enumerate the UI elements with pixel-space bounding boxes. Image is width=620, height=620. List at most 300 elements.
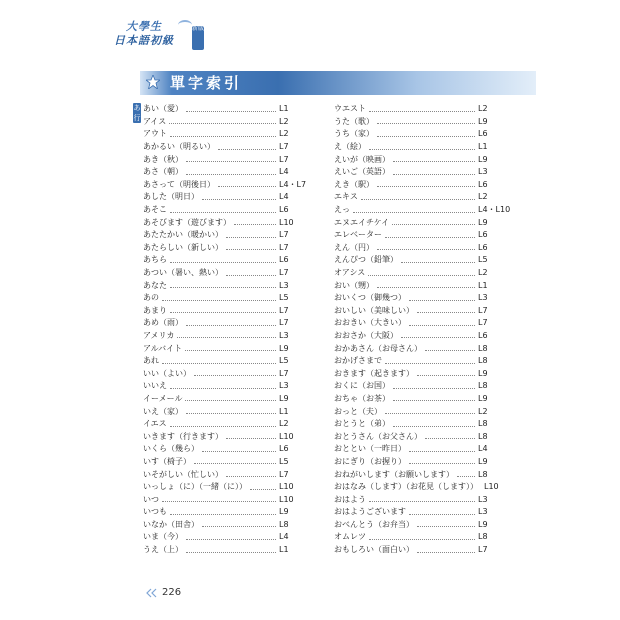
entry-word: アイス [143,116,167,126]
entry-lesson: L10 [484,482,499,492]
dotted-leader [377,123,475,124]
dotted-leader [226,237,276,238]
index-entry [334,128,504,141]
dotted-leader [170,212,276,213]
entry-lesson: L5 [279,356,289,366]
entry-lesson: L2 [478,192,488,202]
entry-word: あさ（朝） [143,167,183,177]
entry-lesson: L9 [478,519,488,529]
entry-word: あたたかい（暖かい） [143,230,223,240]
entry-word: おにぎり（お握り） [334,456,406,466]
entry-word: おはよう [334,494,366,504]
entry-word: あれ [143,356,159,366]
book-logo [112,18,204,52]
entry-lesson: L8 [478,419,488,429]
index-entry [334,519,504,532]
entry-lesson: L8 [478,356,488,366]
dotted-leader [162,300,276,301]
entry-word: あつい（暑い、熱い） [143,268,223,278]
index-entry [143,443,293,456]
entry-lesson: L6 [478,330,488,340]
dotted-leader [361,199,475,200]
entry-word: えいご（英語） [334,167,390,177]
entry-lesson: L5 [478,255,488,265]
entry-word: いきます（行きます） [143,431,223,441]
dotted-leader [409,300,475,301]
entry-lesson: L1 [478,142,488,152]
entry-lesson: L7 [279,154,289,164]
entry-word: イエス [143,419,167,429]
entry-word: いそがしい（忙しい） [143,469,223,479]
entry-lesson: L7 [478,318,488,328]
entry-lesson: L10 [279,431,294,441]
entry-word: いいえ [143,381,167,391]
entry-lesson: L2 [478,406,488,416]
dotted-leader [170,287,276,288]
entry-lesson: L3 [279,381,289,391]
index-entry [143,493,293,506]
entry-word: いす（椅子） [143,456,191,466]
dotted-leader [393,174,475,175]
entry-lesson: L3 [478,494,488,504]
dotted-leader [170,388,276,389]
entry-word: エヌエイチケイ [334,217,390,227]
entry-word: あの [143,293,159,303]
index-entry [143,519,293,532]
entry-lesson: L1 [279,545,289,555]
index-entry [143,279,293,292]
dotted-leader [369,501,475,502]
dotted-leader [226,438,276,439]
dotted-leader [170,312,276,313]
entry-lesson: L2 [279,116,289,126]
dotted-leader [401,262,475,263]
index-entry [334,153,504,166]
entry-word: おおきい（大きい） [334,318,406,328]
index-entry [143,393,293,406]
entry-lesson: L6 [478,242,488,252]
dotted-leader [162,501,276,502]
index-entry [143,267,293,280]
entry-lesson: L2 [279,129,289,139]
index-entry [143,418,293,431]
index-entry [143,191,293,204]
dotted-leader [377,249,475,250]
entry-word: いつも [143,507,167,517]
dotted-leader [425,350,475,351]
entry-word: あそこ [143,205,167,215]
entry-word: いえ（家） [143,406,183,416]
dotted-leader [393,400,475,401]
dotted-leader [385,363,475,364]
entry-lesson: L9 [478,393,488,403]
entry-word: おべんとう（お弁当） [334,519,414,529]
dotted-leader [417,552,475,553]
entry-word: アルバイト [143,343,183,353]
dotted-leader [186,552,276,553]
index-entry [334,305,504,318]
entry-lesson: L8 [279,519,289,529]
entry-word: あき（秋） [143,154,183,164]
entry-lesson: L8 [478,431,488,441]
entry-lesson: L7 [279,305,289,315]
entry-lesson: L7 [279,469,289,479]
entry-word: え（絵） [334,142,366,152]
entry-word: おっと（夫） [334,406,382,416]
index-entry [143,456,293,469]
entry-word: オアシス [334,268,366,278]
dotted-leader [377,287,475,288]
dotted-leader [368,275,475,276]
entry-word: おちゃ（お茶） [334,393,390,403]
index-entry [334,204,511,217]
dotted-leader [409,463,475,464]
index-entry [143,430,293,443]
entry-word: あめ（雨） [143,318,183,328]
entry-word: オムレツ [334,532,366,542]
page-title: 單字索引 [170,74,243,92]
entry-word: うえ（上） [143,545,183,555]
entry-lesson: L4 [279,192,289,202]
dotted-leader [369,111,475,112]
entry-lesson: L7 [478,305,488,315]
entry-lesson: L7 [279,268,289,278]
index-entry [334,330,504,343]
dotted-leader [377,136,475,137]
index-column-left [143,103,307,556]
entry-lesson: L6 [279,444,289,454]
entry-lesson: L4・L10 [478,205,511,215]
dotted-leader [202,526,276,527]
index-entry [143,141,293,154]
index-entry [334,418,504,431]
entry-word: あかるい（明るい） [143,142,215,152]
entry-word: えん（円） [334,242,374,252]
index-entry [334,267,504,280]
dotted-leader [186,539,276,540]
entry-word: あちら [143,255,167,265]
dotted-leader [417,312,475,313]
index-entry [334,191,504,204]
entry-lesson: L3 [478,507,488,517]
entry-word: あまり [143,305,167,315]
entry-word: おはようございます [334,507,406,517]
entry-lesson: L10 [279,494,294,504]
entry-lesson: L8 [478,381,488,391]
entry-word: エキス [334,192,358,202]
entry-lesson: L6 [279,255,289,265]
index-entry [143,506,293,519]
index-entry [334,229,504,242]
entry-lesson: L2 [478,104,488,114]
dotted-leader [186,161,276,162]
index-entry [143,405,293,418]
entry-lesson: L3 [279,280,289,290]
dotted-leader [425,438,475,439]
dotted-leader [162,363,276,364]
logo-swoosh-icon [178,20,192,30]
index-entry [143,216,293,229]
index-entry [334,279,504,292]
entry-word: いっしょ（に）（一緒（に）） [143,482,247,492]
index-entry [334,430,504,443]
entry-word: ウエスト [334,104,366,114]
index-entry [334,443,504,456]
index-entry [334,493,504,506]
dotted-leader [169,123,276,124]
dotted-leader [409,325,475,326]
entry-word: あたらしい（新しい） [143,242,223,252]
entry-word: えいが（映画） [334,154,390,164]
logo-line2: 日本語初級 [114,34,174,47]
index-entry [334,103,504,116]
entry-word: おかあさん（お母さん） [334,343,422,353]
index-entry [143,229,293,242]
entry-word: おい（甥） [334,280,374,290]
double-chevron-left-icon [145,588,159,598]
entry-lesson: L6 [478,230,488,240]
entry-lesson: L9 [478,116,488,126]
logo-badge: 新版 [192,26,204,50]
index-entry [334,242,504,255]
entry-word: おはなみ（します）（お花見（します）） [334,482,478,492]
dotted-leader [234,224,276,225]
dotted-leader [392,224,475,225]
entry-word: いま（今） [143,532,183,542]
index-column-right [334,103,511,556]
entry-lesson: L5 [279,293,289,303]
star-icon [146,75,160,89]
index-entry [143,342,293,355]
index-entry [334,481,504,494]
index-entry [334,179,504,192]
entry-lesson: L6 [478,129,488,139]
entry-word: おきます（起きます） [334,368,414,378]
entry-word: うた（歌） [334,116,374,126]
entry-word: おもしろい（面白い） [334,545,414,555]
page-number-area [145,587,181,598]
entry-word: アメリカ [143,330,175,340]
entry-lesson: L1 [478,280,488,290]
dotted-leader [377,186,475,187]
entry-lesson: L1 [279,406,289,416]
entry-word: いい（よい） [143,368,191,378]
dotted-leader [186,174,276,175]
entry-lesson: L10 [279,217,294,227]
dotted-leader [369,539,475,540]
dotted-leader [401,337,475,338]
entry-word: エレベーター [334,230,382,240]
index-entry [143,355,293,368]
dotted-leader [417,375,475,376]
index-entry [143,103,293,116]
entry-lesson: L7 [279,318,289,328]
index-entry [334,116,504,129]
entry-lesson: L4 [279,167,289,177]
index-entry [143,128,293,141]
entry-word: イーメール [143,393,183,403]
dotted-leader [369,149,475,150]
entry-lesson: L7 [279,230,289,240]
entry-word: おおさか（大阪） [334,330,398,340]
dotted-leader [457,476,475,477]
index-entry [143,380,293,393]
index-entry [143,531,293,544]
logo-line1: 大學生 [126,20,162,33]
index-entry [143,330,293,343]
entry-lesson: L9 [478,456,488,466]
index-entry [334,166,504,179]
dotted-leader [226,476,276,477]
entry-lesson: L3 [478,167,488,177]
dotted-leader [226,249,276,250]
index-entry [143,179,307,192]
entry-word: おとうさん（お父さん） [334,431,422,441]
index-entry [143,153,293,166]
entry-lesson: L8 [478,343,488,353]
index-entry [334,216,504,229]
dotted-leader [170,136,276,137]
entry-lesson: L7 [279,368,289,378]
entry-word: おいくつ（御幾つ） [334,293,406,303]
dotted-leader [202,199,276,200]
section-tab: あ行 [133,104,141,122]
dotted-leader [393,426,475,427]
entry-word: おとうと（弟） [334,419,390,429]
index-entry [143,292,293,305]
entry-lesson: L9 [478,368,488,378]
dotted-leader [417,526,475,527]
entry-lesson: L9 [279,507,289,517]
entry-word: おねがいします（お願いします） [334,469,454,479]
dotted-leader [186,325,276,326]
entry-lesson: L6 [478,179,488,189]
dotted-leader [385,413,475,414]
index-entry [334,355,504,368]
entry-lesson: L8 [478,469,488,479]
entry-word: あさって（明後日） [143,179,215,189]
index-entry [334,292,504,305]
index-entry [334,468,504,481]
index-entry [334,141,504,154]
index-entry [334,393,504,406]
dotted-leader [385,237,475,238]
dotted-leader [218,149,276,150]
index-entry [143,116,293,129]
dotted-leader [218,186,276,187]
entry-word: うち（家） [334,129,374,139]
entry-word: えんぴつ（鉛筆） [334,255,398,265]
entry-word: アウト [143,129,167,139]
entry-lesson: L9 [478,154,488,164]
entry-word: あい（愛） [143,104,183,114]
entry-lesson: L9 [279,343,289,353]
page-number: 226 [162,587,182,598]
index-entry [143,367,293,380]
dotted-leader [170,514,276,515]
dotted-leader [250,489,276,490]
entry-lesson: L6 [279,205,289,215]
index-entry [143,305,293,318]
entry-lesson: L10 [279,482,294,492]
index-entry [334,380,504,393]
entry-word: おいしい（美味しい） [334,305,414,315]
dotted-leader [202,451,276,452]
dotted-leader [409,514,475,515]
entry-word: いくら（幾ら） [143,444,199,454]
dotted-leader [177,337,276,338]
entry-word: えっ [334,205,350,215]
entry-word: いなか（田舎） [143,519,199,529]
dotted-leader [194,463,276,464]
entry-lesson: L9 [478,217,488,227]
dotted-leader [353,212,475,213]
index-entry [334,506,504,519]
dotted-leader [393,161,475,162]
entry-lesson: L3 [478,293,488,303]
dotted-leader [170,262,276,263]
entry-lesson: L9 [279,393,289,403]
index-entry [334,342,504,355]
index-entry [334,531,504,544]
header-banner [140,71,536,95]
entry-lesson: L2 [478,268,488,278]
index-entry [143,481,293,494]
entry-lesson: L4 [478,444,488,454]
entry-word: あなた [143,280,167,290]
index-entry [143,204,293,217]
index-entry [334,405,504,418]
entry-lesson: L4 [279,532,289,542]
dotted-leader [194,375,276,376]
dotted-leader [170,426,276,427]
entry-lesson: L3 [279,330,289,340]
entry-word: おととい（一昨日） [334,444,406,454]
entry-lesson: L7 [279,142,289,152]
entry-lesson: L1 [279,104,289,114]
dotted-leader [226,275,276,276]
entry-lesson: L8 [478,532,488,542]
entry-lesson: L7 [279,242,289,252]
index-entry [334,456,504,469]
entry-word: おくに（お国） [334,381,390,391]
index-entry [143,254,293,267]
index-entry [143,166,293,179]
index-entry [334,367,504,380]
entry-word: おかげさまで [334,356,382,366]
entry-word: あした（明日） [143,192,199,202]
index-entry [334,317,504,330]
entry-lesson: L4・L7 [279,179,307,189]
entry-lesson: L5 [279,456,289,466]
entry-word: えき（駅） [334,179,374,189]
dotted-leader [393,388,475,389]
index-entry [334,544,504,557]
entry-word: いつ [143,494,159,504]
index-entry [143,468,293,481]
index-entry [143,544,293,557]
entry-lesson: L7 [478,545,488,555]
dotted-leader [409,451,475,452]
dotted-leader [185,350,276,351]
entry-word: あそびます（遊びます） [143,217,231,227]
dotted-leader [186,413,276,414]
index-entry [334,254,504,267]
entry-lesson: L2 [279,419,289,429]
dotted-leader [186,111,276,112]
index-entry [143,317,293,330]
dotted-leader [185,400,276,401]
